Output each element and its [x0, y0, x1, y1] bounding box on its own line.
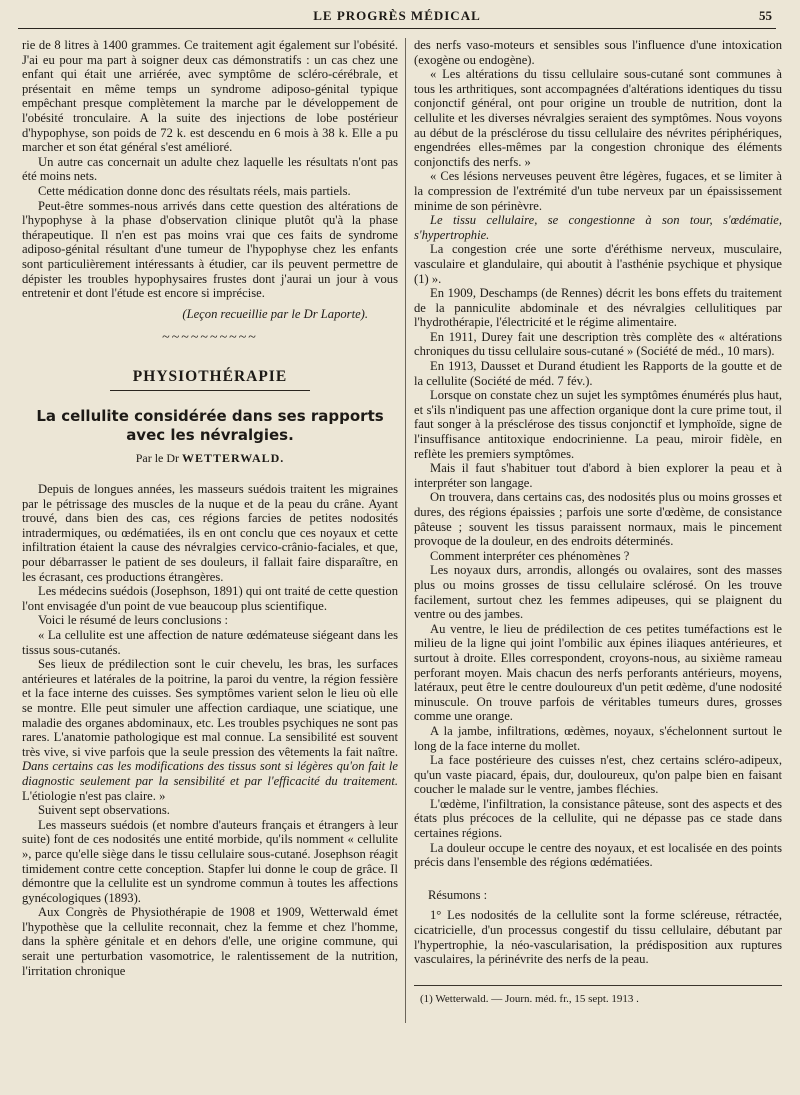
paragraph: Voici le résumé de leurs conclusions :: [38, 613, 229, 628]
paragraph: Aux Congrès de Physiothérapie de 1908 et 1909, Wetterwald émet l'hypothèse que la cellulite reconnait, chez la femme et chez l'homme, dans la sphère génitale et en dehors d'elle, une origine commune, qui serait une perturbation vasomotrice, le ralentissement de la nutrition, l'irritation chronique: [22, 905, 398, 978]
paragraph: des nerfs vaso-moteurs et sensibles sous l'influence d'une intoxication (exogène ou endogène).: [414, 38, 782, 67]
text-run: L'étiologie n'est pas claire. »: [22, 788, 166, 803]
running-header: [18, 6, 776, 29]
paragraph: Un autre cas concernait un adulte chez laquelle les résultats n'ont pas été moins nets.: [22, 154, 398, 184]
paragraph: La face postérieure des cuisses n'est, chez certains scléro-adipeux, qu'un vaste piacard, épais, dur, douloureux, qu'on palpe bien en faisant coucher le malade sur le ventre, jambes fléchies.: [414, 753, 782, 797]
paragraph: « Ces lésions nerveuses peuvent être légères, fugaces, et se limiter à la compression de l'extrémité d'un tube nerveux par un épaississement minime de son périnèvre.: [414, 169, 782, 213]
lecture-credit: (Leçon recueillie par le Dr Laporte).: [182, 306, 368, 321]
paragraph: Lorsque on constate chez un sujet les symptômes énumérés plus haut, et s'ils n'indiquent pas une affection organique dont la cure prime tout, il faut songer à la présclérose des tissus conjonctif et lymphoïde, signe de l'insuffisance antitoxique endocrinienne. La peau, miroir fidèle, en reflète les premiers symptômes.: [414, 388, 782, 461]
paragraph: Cette médication donne donc des résultats réels, mais partiels.: [38, 183, 351, 198]
article-title: [22, 407, 398, 445]
paragraph: « La cellulite est une affection de nature œdémateuse siégeant dans les tissus sous-cutanés.: [22, 628, 398, 657]
footnote: (1) Wetterwald. — Journ. méd. fr., 15 sept. 1913 .: [420, 992, 639, 1005]
summary-block: [414, 888, 782, 986]
paragraph: Suivent sept observations.: [38, 803, 170, 818]
paragraph: Les médecins suédois (Josephson, 1891) qui ont traité de cette question l'ont envisagée d'un point de vue beaucoup plus scientifique.: [22, 584, 398, 613]
paragraph: [22, 657, 398, 803]
text-run: Ses lieux de prédilection sont le cuir chevelu, les bras, les surfaces antérieures et latérales de la poitrine, la paroi du ventre, la région fessière et la face interne des cuisses. Ses symptômes varient selon le lieu où elle se montre. Elle peut simuler une affection cardiaque, une sciatique, une maladie des organes abdominaux, etc. Les troubles psychiques ne sont pas rares. L'anatomie pathologique est mal connue. La sensibilité est souvent très vive, si vive parfois que la seule pression des vêtements la fait naître.: [22, 657, 398, 759]
paragraph: En 1909, Deschamps (de Rennes) décrit les bons effets du traitement de la panniculite abdominale et des névralgies cellulitiques par l'hydrothérapie, l'électricité et le régime alimentaire.: [414, 286, 782, 330]
paragraph: rie de 8 litres à 1400 grammes. Ce traitement agit également sur l'obésité. J'ai eu pour ma part à soigner deux cas démonstratifs : un cas chez une enfant qui était une arriérée, avec symptôme de scléro-cérébrale, et présentait en même temps un syndrome adiposo-génital typique empêchant presque complètement la marche par le développement de l'obésité tronculaire. A la suite des injections de lobe postérieur d'hypophyse, son poids de 72 k. est descendu en 6 mois à 38 k. Elle a pu marcher et son état général s'est amélioré.: [22, 38, 398, 155]
right-column: [414, 38, 782, 1006]
paragraph: En 1913, Dausset et Durand étudient les Rapports de la goutte et de la cellulite (Société de méd. 7 fév.).: [414, 359, 782, 388]
summary-heading: Résumons :: [428, 887, 488, 902]
column-divider: [405, 38, 406, 1023]
paragraph: Depuis de longues années, les masseurs suédois traitent les migraines par le pétrissage des muscles de la nuque et de la peau du crâne. Ayant trouvé, dans bien des cas, ces régions farcies de petites nodosités intradermiques, ou œdématiées, ils en ont conclu que ces noyaux et cette infiltration étaient la cause des névralgies cervico-crânio-faciales, et que, pour débarrasser le patient de ses douleurs, il fallait faire disparaître, en les écrasant, ces productions étrangères.: [22, 482, 398, 584]
page-number: 55: [759, 8, 772, 23]
left-column: [22, 38, 398, 978]
ornament-divider: ~~~~~~~~~~: [162, 330, 258, 346]
paragraph: Peut-être sommes-nous arrivés dans cette question des altérations de l'hypophyse à la phase d'observation clinique plutôt qu'à la phase thérapeutique. Il n'en est pas moins vrai que ces faits de syndrome adiposo-génital résultant d'une tumeur de l'hypophyse chez les enfants sont particulièrement intéressants à étudier, car ils peuvent permettre de dépister les troubles hypophysaires frustes dont j'aurai un jour à vous entretenir et dont l'étude est encore si imprécise.: [22, 198, 398, 301]
paragraph: Comment interpréter ces phénomènes ?: [430, 548, 630, 563]
paragraph: Au ventre, le lieu de prédilection de ces petites tuméfactions est le milieu de la ligne qui joint l'ombilic aux épines iliaques antérieures, et surtout à droite. Elles correspondent, croyons-nous, au sixième rameau perforant moyen. Mais chacun des nerfs perforants antérieurs, moyens, latéraux, peut être le centre douloureux d'un petit œdème, d'une nodosité minuscule. On trouve parfois de véritables tumeurs dures, grosses comme une orange.: [414, 621, 782, 724]
paragraph: En 1911, Durey fait une description très complète des « altérations chroniques du tissu cellulaire sous-cutané » (Société de méd., 10 mars).: [414, 329, 782, 359]
paragraph: Les masseurs suédois (et nombre d'auteurs français et étrangers à leur suite) font de ces nodosités une entité morbide, qu'ils nomment « cellulite », parce qu'elle siège dans le tissu cellulaire sous-cutané. Josephson réagit timidement contre cette conception. Stapfer lui donne le coup de grâce. Il démontre que la cellulite est un syndrome commun à toutes les affections gynécologiques (1893).: [22, 817, 398, 905]
article-title-line: avec les névralgies.: [126, 426, 294, 445]
article-title-line: La cellulite considérée dans ses rapports: [36, 407, 384, 426]
journal-title: LE PROGRÈS MÉDICAL: [313, 8, 481, 23]
byline: [22, 451, 398, 466]
paragraph: A la jambe, infiltrations, œdèmes, noyaux, s'échelonnent surtout le long de la face interne du mollet.: [414, 723, 782, 753]
byline-author: WETTERWALD.: [182, 451, 285, 466]
section-rule: [110, 390, 310, 391]
paragraph: La douleur occupe le centre des noyaux, et est localisée en des points précis dans l'ensemble des régions œdématiées.: [414, 840, 782, 870]
section-heading: PHYSIOTHÉRAPIE: [132, 367, 288, 385]
paragraph: La congestion crée une sorte d'éréthisme nerveux, musculaire, vasculaire et glandulaire, qui aboutit à l'asthénie psychique et physique (1) ».: [414, 242, 782, 286]
paragraph: On trouvera, dans certains cas, des nodosités plus ou moins grosses et dures, des régions épaissies ; parfois une sorte d'œdème, de consistance pâteuse ; souvent les tissus paraissent normaux, mais le pincement provoque de la douleur, en des endroits déterminés.: [414, 490, 782, 549]
paragraph: L'œdème, l'infiltration, la consistance pâteuse, sont des aspects et des états plus précoces de la cellulite, qui ne dépasse pas ce stade dans certaines régions.: [414, 796, 782, 841]
italic-run: Dans certains cas les modifications des tissus sont si légères qu'on fait le diagnostic seulement par la sensibilité et par l'efficacité du traitement.: [22, 759, 398, 788]
paragraph: « Les altérations du tissu cellulaire sous-cutané sont communes à tous les arthritiques, sont accompagnées d'altérations identiques du tissu conjonctif général, ont pour origine un trouble de nutrition, dont la cellulite et les diverses névralgies seraient des symptômes. Nous voyons au début de la présclérose du tissu cellulaire des névrites périphériques, engendrées elles-mêmes par la congestion chronique des éléments conjonctifs des nerfs. »: [414, 67, 782, 169]
paragraph: Mais il faut s'habituer tout d'abord à bien explorer la peau et à interpréter son langage.: [414, 461, 782, 490]
byline-prefix: Par le Dr: [135, 451, 180, 466]
summary-item: 1° Les nodosités de la cellulite sont la forme scléreuse, rétractée, cicatricielle, d'un processus congestif du tissu cellulaire, débutant par l'hypertrophie, la néo-vascularisation, la prédisposition aux ruptures vasculaires, la périnévrite des nerfs de la peau.: [414, 908, 782, 967]
paragraph: Le tissu cellulaire, se congestionne à son tour, s'œdématie, s'hypertrophie.: [414, 213, 782, 242]
paragraph: Les noyaux durs, arrondis, allongés ou ovalaires, sont des masses plus ou moins grosses de tissu cellulaire sclérosé. On les trouve facilement, surtout chez les femmes adipeuses, qui se plaignent du ventre ou des jambes.: [414, 563, 782, 622]
